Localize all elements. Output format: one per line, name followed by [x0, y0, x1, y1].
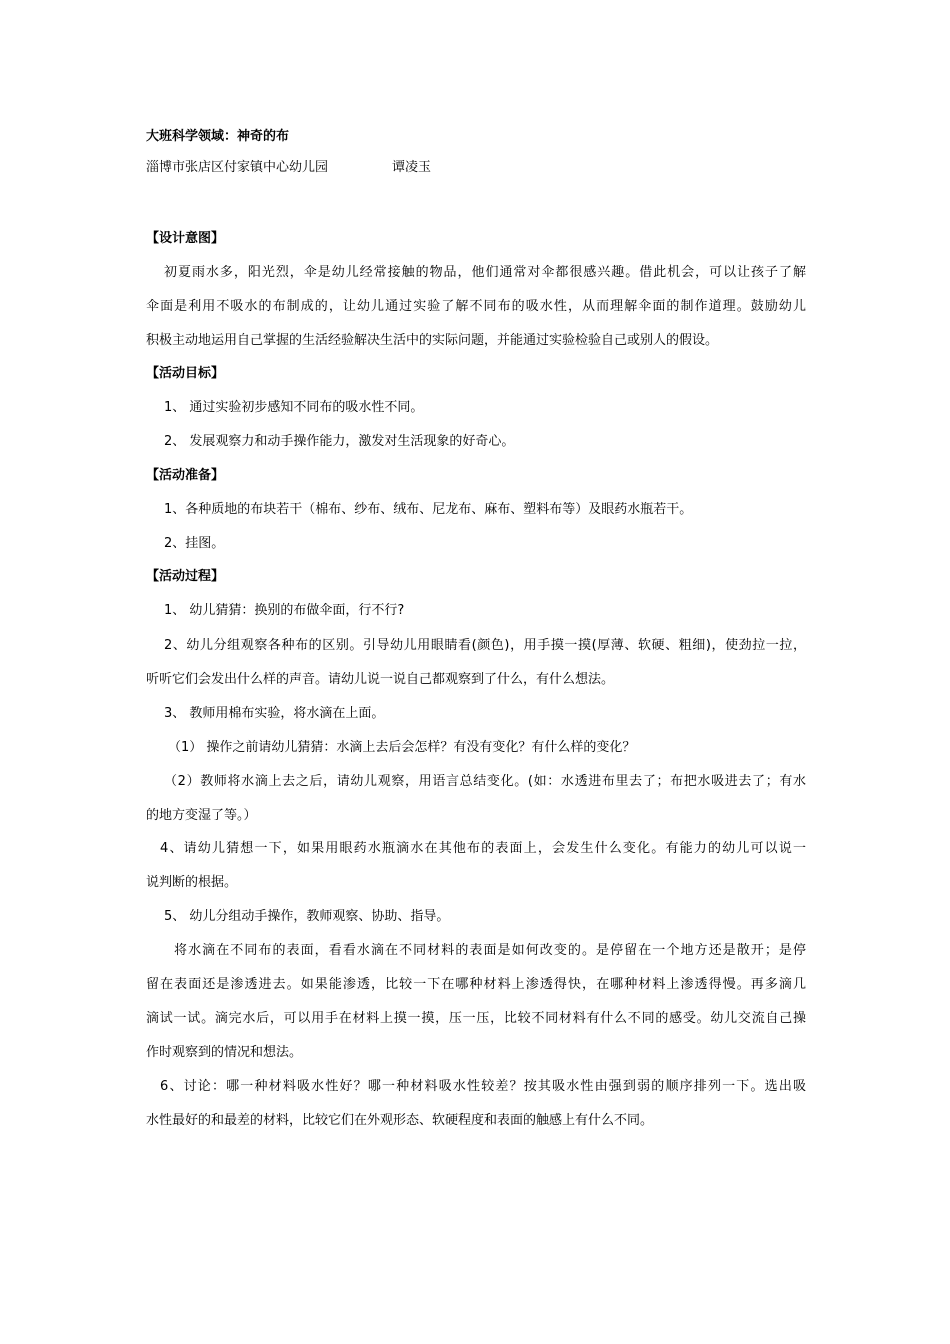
section-heading-goals: 【活动目标】 — [146, 366, 225, 381]
prep-item: 2、挂图。 — [164, 536, 225, 551]
process-line: 2、幼儿分组观察各种布的区别。引导幼儿用眼睛看(颜色)，用手摸一摸(厚薄、软硬、粗细)，使劲拉一拉， — [164, 638, 806, 653]
process-line: 水性最好的和最差的材料，比较它们在外观形态、软硬程度和表面的触感上有什么不同。 — [146, 1113, 654, 1128]
process-line: 留在表面还是渗透进去。如果能渗透，比较一下在哪种材料上渗透得快，在哪种材料上渗透得慢。再多滴几 — [146, 977, 806, 992]
process-line: （1） 操作之前请幼儿猜猜：水滴上去后会怎样？有没有变化？有什么样的变化？ — [168, 740, 636, 755]
goal-item: 2、 发展观察力和动手操作能力，激发对生活现象的好奇心。 — [164, 434, 515, 449]
section-heading-process: 【活动过程】 — [146, 569, 225, 584]
process-line: 1、 幼儿猜猜：换别的布做伞面，行不行? — [164, 603, 405, 618]
process-line: 5、 幼儿分组动手操作，教师观察、协助、指导。 — [164, 909, 450, 924]
goal-item: 1、 通过实验初步感知不同布的吸水性不同。 — [164, 400, 424, 415]
author-name: 谭凌玉 — [392, 160, 432, 175]
section-heading-preparation: 【活动准备】 — [146, 468, 225, 483]
section-heading-design-intent: 【设计意图】 — [146, 231, 225, 246]
paragraph-line: 初夏雨水多，阳光烈，伞是幼儿经常接触的物品，他们通常对伞都很感兴趣。借此机会，可以让孩子了解 — [164, 265, 806, 280]
school-name: 淄博市张店区付家镇中心幼儿园 — [146, 160, 329, 175]
process-line: 6、讨论：哪一种材料吸水性好？哪一种材料吸水性较差？按其吸水性由强到弱的顺序排列一下。选出吸 — [160, 1079, 806, 1094]
process-line: 的地方变湿了等。） — [146, 808, 257, 823]
document-title: 大班科学领域：神奇的布 — [146, 129, 290, 144]
process-line: 4、请幼儿猜想一下，如果用眼药水瓶滴水在其他布的表面上，会发生什么变化。有能力的幼儿可以说一 — [160, 841, 806, 856]
process-line: 滴试一试。滴完水后，可以用手在材料上摸一摸，压一压，比较不同材料有什么不同的感受。幼儿交流自己操 — [146, 1011, 806, 1026]
paragraph-line: 伞面是利用不吸水的布制成的，让幼儿通过实验了解不同布的吸水性，从而理解伞面的制作道理。鼓励幼儿 — [146, 299, 806, 314]
process-line: （2）教师将水滴上去之后，请幼儿观察，用语言总结变化。(如：水透进布里去了；布把水吸进去了；有水 — [164, 774, 806, 789]
process-line: 将水滴在不同布的表面，看看水滴在不同材料的表面是如何改变的。是停留在一个地方还是散开；是停 — [174, 943, 806, 958]
process-line: 作时观察到的情况和想法。 — [146, 1045, 303, 1060]
process-line: 说判断的根据。 — [146, 875, 238, 890]
paragraph-line: 积极主动地运用自己掌握的生活经验解决生活中的实际问题，并能通过实验检验自己或别人的假设。 — [146, 333, 719, 348]
process-line: 3、 教师用棉布实验，将水滴在上面。 — [164, 706, 385, 721]
process-line: 听听它们会发出什么样的声音。请幼儿说一说自己都观察到了什么，有什么想法。 — [146, 672, 615, 687]
prep-item: 1、各种质地的布块若干（棉布、纱布、绒布、尼龙布、麻布、塑料布等）及眼药水瓶若干。 — [164, 502, 693, 517]
